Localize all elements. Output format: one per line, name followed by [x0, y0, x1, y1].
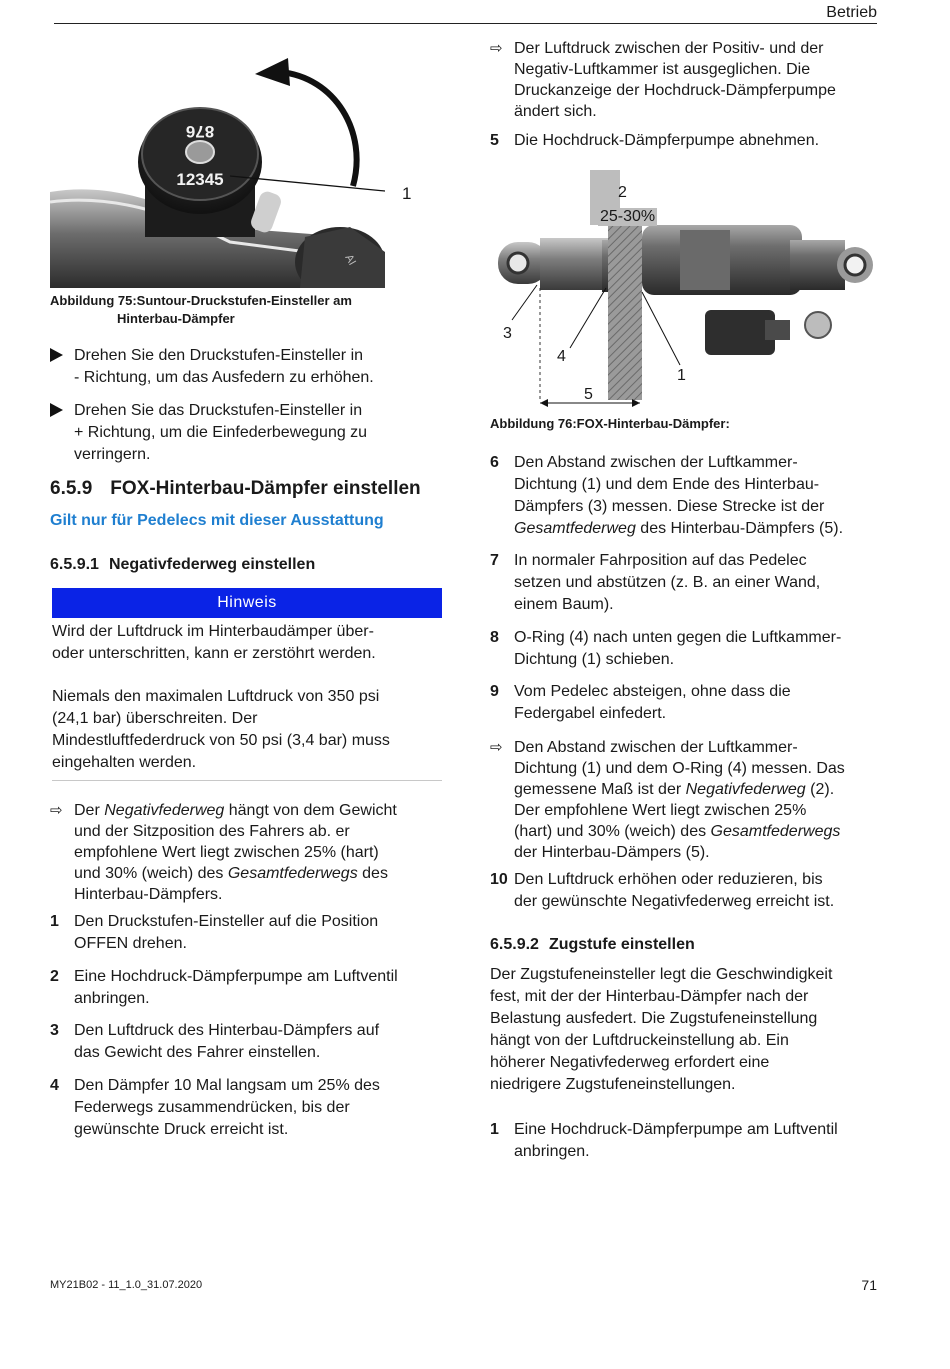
notice-paragraph-1: [52, 621, 447, 665]
figure-76-fox-damper: [490, 170, 882, 412]
step-line: einem Baum).: [514, 596, 614, 613]
result-line: Der empfohlene Wert liegt zwischen 25%: [514, 802, 807, 819]
section-heading: [50, 478, 421, 500]
figure-76-label-range: 25-30%: [600, 208, 656, 225]
step-line: Federgabel einfedert.: [514, 705, 667, 722]
step-line: gewünschte Druck erreicht ist.: [74, 1121, 289, 1138]
paragraph-line: höherer Negativfederweg erfordert eine: [490, 1054, 770, 1071]
step-line: Dichtung (1) schieben.: [514, 651, 675, 668]
step-number: 6: [490, 454, 499, 471]
result-line: Dichtung (1) und dem O-Ring (4) messen. Das: [514, 760, 845, 777]
notice-paragraph-2: [52, 686, 447, 774]
subsection-number: 6.5.9.2: [490, 936, 539, 953]
figure-75-caption-label: Abbildung 75:: [50, 293, 137, 308]
figure-76-label-2: 2: [618, 184, 627, 201]
svg-text:12345: 12345: [176, 170, 224, 189]
paragraph-line: hängt von der Luftdruckeinstellung ab. Ein: [490, 1032, 789, 1049]
step-line: setzen und abstützen (z. B. an einer Wand,: [514, 574, 821, 591]
paragraph-line: Der Zugstufeneinsteller legt die Geschwindigkeit: [490, 966, 833, 983]
bullet-line: Drehen Sie das Druckstufen-Einsteller in: [74, 402, 363, 419]
result-line: und der Sitzposition des Fahrers ab. er: [74, 823, 350, 840]
section-title: FOX-Hinterbau-Dämpfer einstellen: [110, 478, 421, 499]
figure-76-label-4: 4: [557, 348, 566, 365]
result-line: der Hinterbau-Dämpers (5).: [514, 844, 710, 861]
notice-divider: [52, 780, 442, 781]
subsection-heading: [490, 936, 695, 954]
step-number: 8: [490, 629, 499, 646]
applicability-note: Gilt nur für Pedelecs mit dieser Ausstattung: [50, 512, 384, 529]
header-section: Betrieb: [826, 4, 877, 21]
notice-line: (24,1 bar) überschreiten. Der: [52, 710, 258, 727]
result-arrow-icon: ⇨: [50, 802, 63, 819]
step-number: 10: [490, 871, 508, 888]
step-line: Die Hochdruck-Dämpferpumpe abnehmen.: [514, 132, 820, 149]
step-line: anbringen.: [74, 990, 150, 1007]
step-line: Den Druckstufen-Einsteller auf die Position: [74, 913, 379, 930]
result-line: und 30% (weich) des Gesamtfederwegs des: [74, 865, 388, 882]
section-number: 6.5.9: [50, 478, 93, 499]
result-line: Der Negativfederweg hängt von dem Gewicht: [74, 802, 397, 819]
notice-line: Niemals den maximalen Luftdruck von 350 psi: [52, 688, 380, 705]
result-line: Der Luftdruck zwischen der Positiv- und der: [514, 40, 824, 57]
result-arrow-icon: ⇨: [490, 40, 503, 57]
bullet-triangle-icon: [50, 403, 63, 417]
figure-76-caption-text: FOX-Hinterbau-Dämpfer:: [576, 416, 730, 431]
figure-75-suntour-adjuster: [50, 52, 385, 288]
svg-text:876: 876: [185, 122, 215, 141]
step-number: 1: [490, 1121, 499, 1138]
figure-76-label-5: 5: [584, 386, 593, 403]
step-line: Eine Hochdruck-Dämpferpumpe am Luftventil: [514, 1121, 838, 1138]
result-line: Hinterbau-Dämpfers.: [74, 886, 223, 903]
page-number: 71: [861, 1277, 877, 1293]
step-line: Gesamtfederweg des Hinterbau-Dämpfers (5).: [514, 520, 844, 537]
subsection-title: Zugstufe einstellen: [548, 936, 695, 953]
figure-75-caption: [50, 292, 352, 328]
result-line: (hart) und 30% (weich) des Gesamtfederwegs: [514, 823, 841, 840]
step-line: Dämpfers (3) messen. Diese Strecke ist der: [514, 498, 825, 515]
figure-76-label-3: 3: [503, 325, 512, 342]
step-line: anbringen.: [514, 1143, 590, 1160]
figure-75-caption-line2: Hinterbau-Dämpfer: [117, 311, 235, 326]
figure-76-caption: [490, 415, 730, 433]
figure-75-callout-1: 1: [402, 184, 412, 203]
bullet-line: - Richtung, um das Ausfedern zu erhöhen.: [74, 369, 374, 386]
subsection-number: 6.5.9.1: [50, 556, 99, 573]
result-line: Negativ-Luftkammer ist ausgeglichen. Die: [514, 61, 811, 78]
step-number: 9: [490, 683, 499, 700]
zugstufe-paragraph: [490, 964, 890, 1096]
bullet-triangle-icon: [50, 348, 63, 362]
step-number: 3: [50, 1022, 59, 1039]
result-arrow-icon: ⇨: [490, 739, 503, 756]
page-header: [54, 0, 877, 24]
step-line: Den Dämpfer 10 Mal langsam um 25% des: [74, 1077, 380, 1094]
result-line: Den Abstand zwischen der Luftkammer-: [514, 739, 798, 756]
paragraph-line: Belastung ausfedert. Die Zugstufeneinstellung: [490, 1010, 818, 1027]
step-line: der gewünschte Negativfederweg erreicht ist.: [514, 893, 835, 910]
subsection-title: Negativfederweg einstellen: [108, 556, 316, 573]
result-line: empfohlene Wert liegt zwischen 25% (hart): [74, 844, 379, 861]
step-number: 4: [50, 1077, 59, 1094]
step-number: 5: [490, 132, 499, 149]
step-line: In normaler Fahrposition auf das Pedelec: [514, 552, 807, 569]
step-number: 2: [50, 968, 59, 985]
step-line: OFFEN drehen.: [74, 935, 187, 952]
step-line: Vom Pedelec absteigen, ohne dass die: [514, 683, 791, 700]
notice-line: Mindestluftfederdruck von 50 psi (3,4 bar) muss: [52, 732, 390, 749]
result-line: gemessene Maß ist der Negativfederweg (2).: [514, 781, 835, 798]
paragraph-line: fest, mit der der Hinterbau-Dämpfer nach der: [490, 988, 809, 1005]
notice-banner: Hinweis: [52, 588, 442, 618]
step-line: Federwegs zusammendrücken, bis der: [74, 1099, 350, 1116]
subsection-heading: [50, 556, 315, 574]
step-line: O-Ring (4) nach unten gegen die Luftkammer-: [514, 629, 842, 646]
figure-76-caption-label: Abbildung 76:: [490, 416, 577, 431]
svg-text:AI: AI: [342, 252, 358, 268]
step-line: Eine Hochdruck-Dämpferpumpe am Luftventil: [74, 968, 398, 985]
notice-line: eingehalten werden.: [52, 754, 197, 771]
bullet-line: Drehen Sie den Druckstufen-Einsteller in: [74, 347, 364, 364]
figure-76-label-1: 1: [677, 367, 686, 384]
paragraph-line: niedrigere Zugstufeneinstellungen.: [490, 1076, 736, 1093]
bullet-line: + Richtung, um die Einfederbewegung zu: [74, 424, 368, 441]
notice-line: Wird der Luftdruck im Hinterbaudämper über-: [52, 623, 374, 640]
result-line: ändert sich.: [514, 103, 597, 120]
step-line: Dichtung (1) und dem Ende des Hinterbau-: [514, 476, 820, 493]
step-line: Den Luftdruck erhöhen oder reduzieren, bis: [514, 871, 823, 888]
notice-line: oder unterschritten, kann er zerstöhrt werden.: [52, 645, 376, 662]
result-line: Druckanzeige der Hochdruck-Dämpferpumpe: [514, 82, 836, 99]
footer-doc-id: MY21B02 - 11_1.0_31.07.2020: [50, 1279, 203, 1291]
figure-75-caption-line1: Suntour-Druckstufen-Einsteller am: [136, 293, 352, 308]
step-number: 7: [490, 552, 499, 569]
step-line: Den Luftdruck des Hinterbau-Dämpfers auf: [74, 1022, 380, 1039]
step-line: das Gewicht des Fahrer einstellen.: [74, 1044, 321, 1061]
step-number: 1: [50, 913, 59, 930]
bullet-line: verringern.: [74, 446, 151, 463]
step-line: Den Abstand zwischen der Luftkammer-: [514, 454, 798, 471]
